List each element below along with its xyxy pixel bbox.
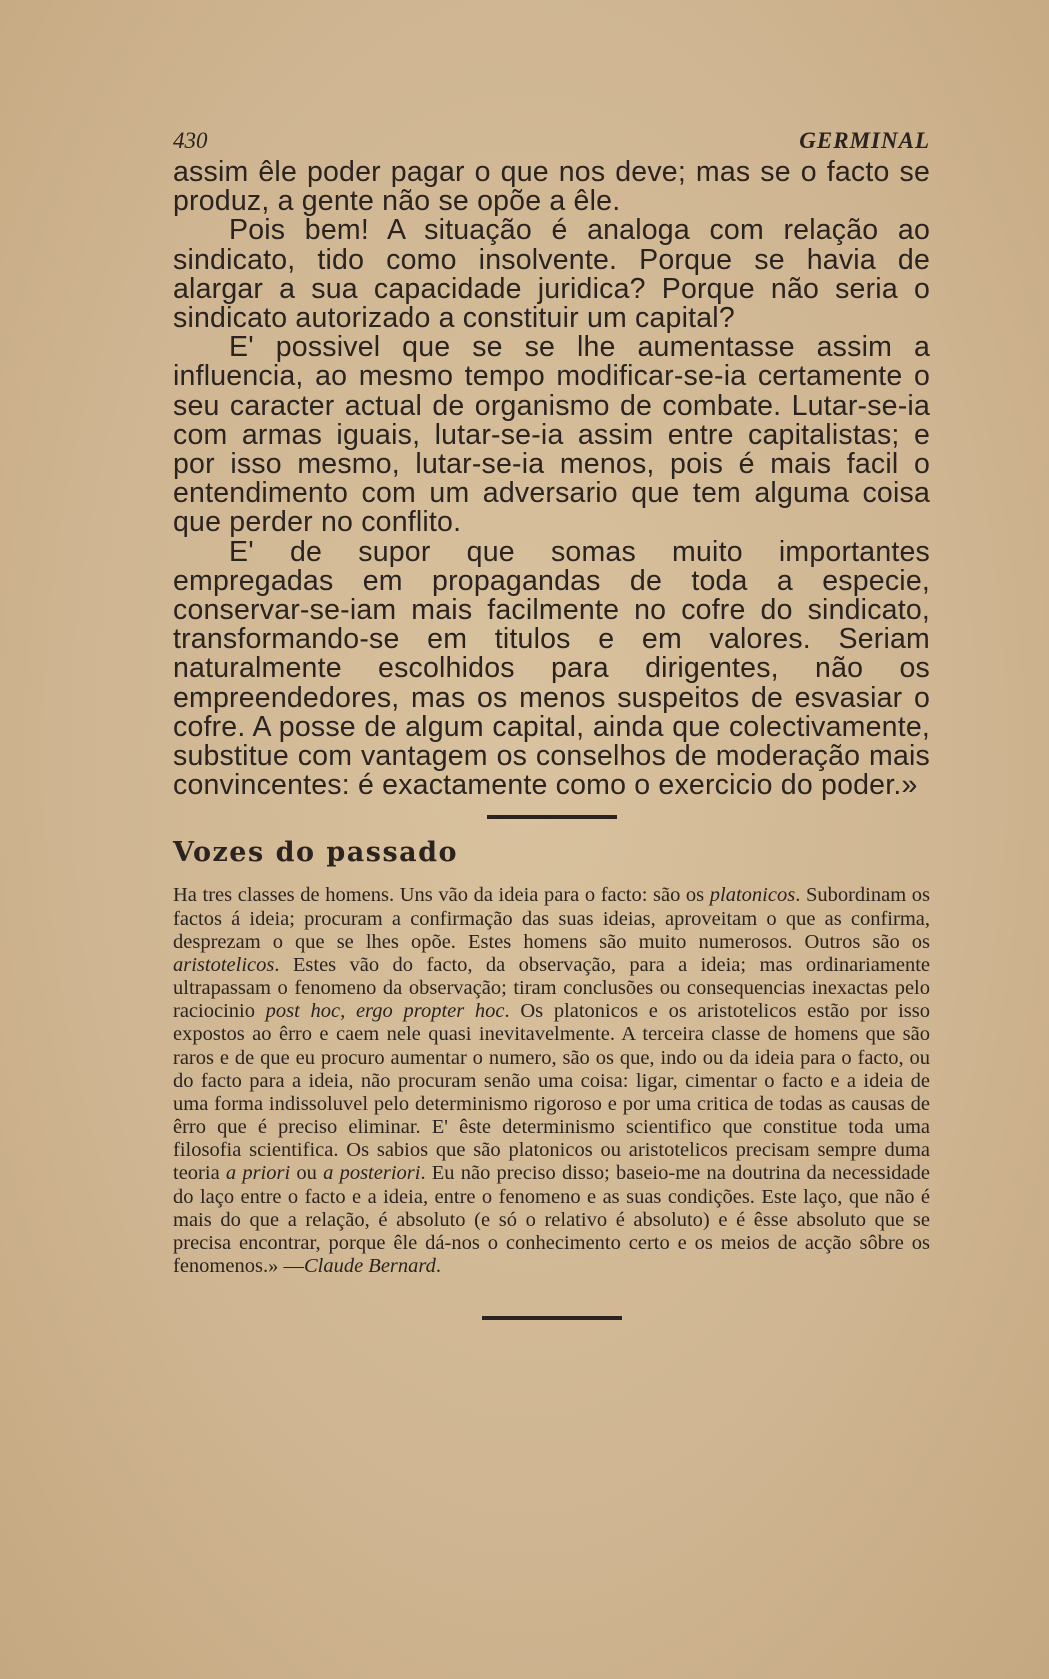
quote-segment: . [435, 1254, 441, 1277]
page [173, 128, 930, 1320]
quote-italic-segment: a priori [225, 1162, 291, 1185]
quote-segment: . Eu não preciso disso; baseio-me na doutrina da necessidade do laço entre o facto e a ideia, entre o fenomeno e as suas condições. Este laço, que não é mais do que a relação, é absoluto (e só o relativo é absoluto) e é êsse absoluto que se precisa encontrar, porque êle dá-nos o conhecimento certo e os meios de acção sôbre os fenomenos.» — [173, 1162, 930, 1277]
running-header [173, 128, 930, 158]
quote-italic-segment: post hoc, ergo propter hoc [265, 1000, 505, 1023]
paragraph: Pois bem! A situação é analoga com relação ao sindicato, tido como insolvente. Porque se havia de alargar a sua capacidade juridica? Porque não seria o sindicato autorizado a constituir um capital? [173, 214, 930, 335]
quote-segment: Ha tres classes de homens. Uns vão da ideia para o facto: são os [173, 884, 710, 907]
quote-paragraph [173, 884, 930, 1278]
running-title: GERMINAL [799, 128, 930, 153]
page-number: 430 [173, 128, 208, 153]
section-title: Vozes do passado [173, 837, 459, 869]
paragraph: E' de supor que somas muito importantes empregadas em propagandas de toda a especie, conservar-se-iam mais facilmente no cofre do sindicato, transformando-se em titulos e em valores. Seriam naturalmente escolhidos para dirigentes, não os empreendedores, mas os menos suspeitos de esvasiar o cofre. A posse de algum capital, ainda que colectivamente, substitue com vantagem os conselhos de moderação mais convincentes: é exactamente como o exercicio do poder.» [173, 535, 930, 802]
article-body [173, 158, 930, 800]
quote-segment: . Subordinam os factos á ideia; procuram a confirmação das suas ideias, aproveitam o que as confirma, desprezam o que se lhes opõe. Estes homens são muito numerosos. Outros são os [173, 884, 930, 953]
quote-italic-segment: a posteriori [323, 1162, 421, 1185]
paragraph: E' possivel que se se lhe aumentasse assim a influencia, ao mesmo tempo modificar-se-ia certamente o seu caracter actual de organismo de combate. Lutar-se-ia com armas iguais, lutar-se-ia assim entre capitalistas; e por isso mesmo, lutar-se-ia menos, pois é mais facil o entendimento com um adversario que tem alguma coisa que perder no conflito. [173, 331, 930, 539]
quote-segment: . Estes vão do facto, da observação, para a ideia; mas ordinariamente ultrapassam o fenomeno da observação; tiram conclusões ou consequencias inexactas pelo raciocinio [173, 953, 930, 1023]
quote-segment: ou [290, 1162, 324, 1185]
quote-segment: . Os platonicos e os aristotelicos estão por isso expostos ao êrro e caem nele quasi inevitavelmente. A terceira classe de homens que são raros e de que eu procuro aumentar o numero, são os que, indo ou da ideia para o facto, ou do facto para a ideia, não procuram senão uma coisa: ligar, cimentar o facto e a ideia de uma forma indissoluvel pelo determinismo rigoroso e por uma critica de todas as causas de êrro que é preciso eliminar. E' êste determinismo scientifico que constitue toda uma filosofia scientifica. Os sabios que são platonicos ou aristotelicos precisam sempre duma teoria [173, 1000, 930, 1185]
separator-rule [487, 815, 617, 819]
quote-italic-segment: aristotelicos [173, 953, 275, 976]
quote-italic-segment: platonicos [709, 884, 796, 907]
paragraph: assim êle poder pagar o que nos deve; mas se o facto se produz, a gente não se opõe a êle. [173, 156, 930, 218]
quote-italic-segment: Claude Bernard [303, 1254, 436, 1277]
closing-rule [482, 1316, 622, 1320]
